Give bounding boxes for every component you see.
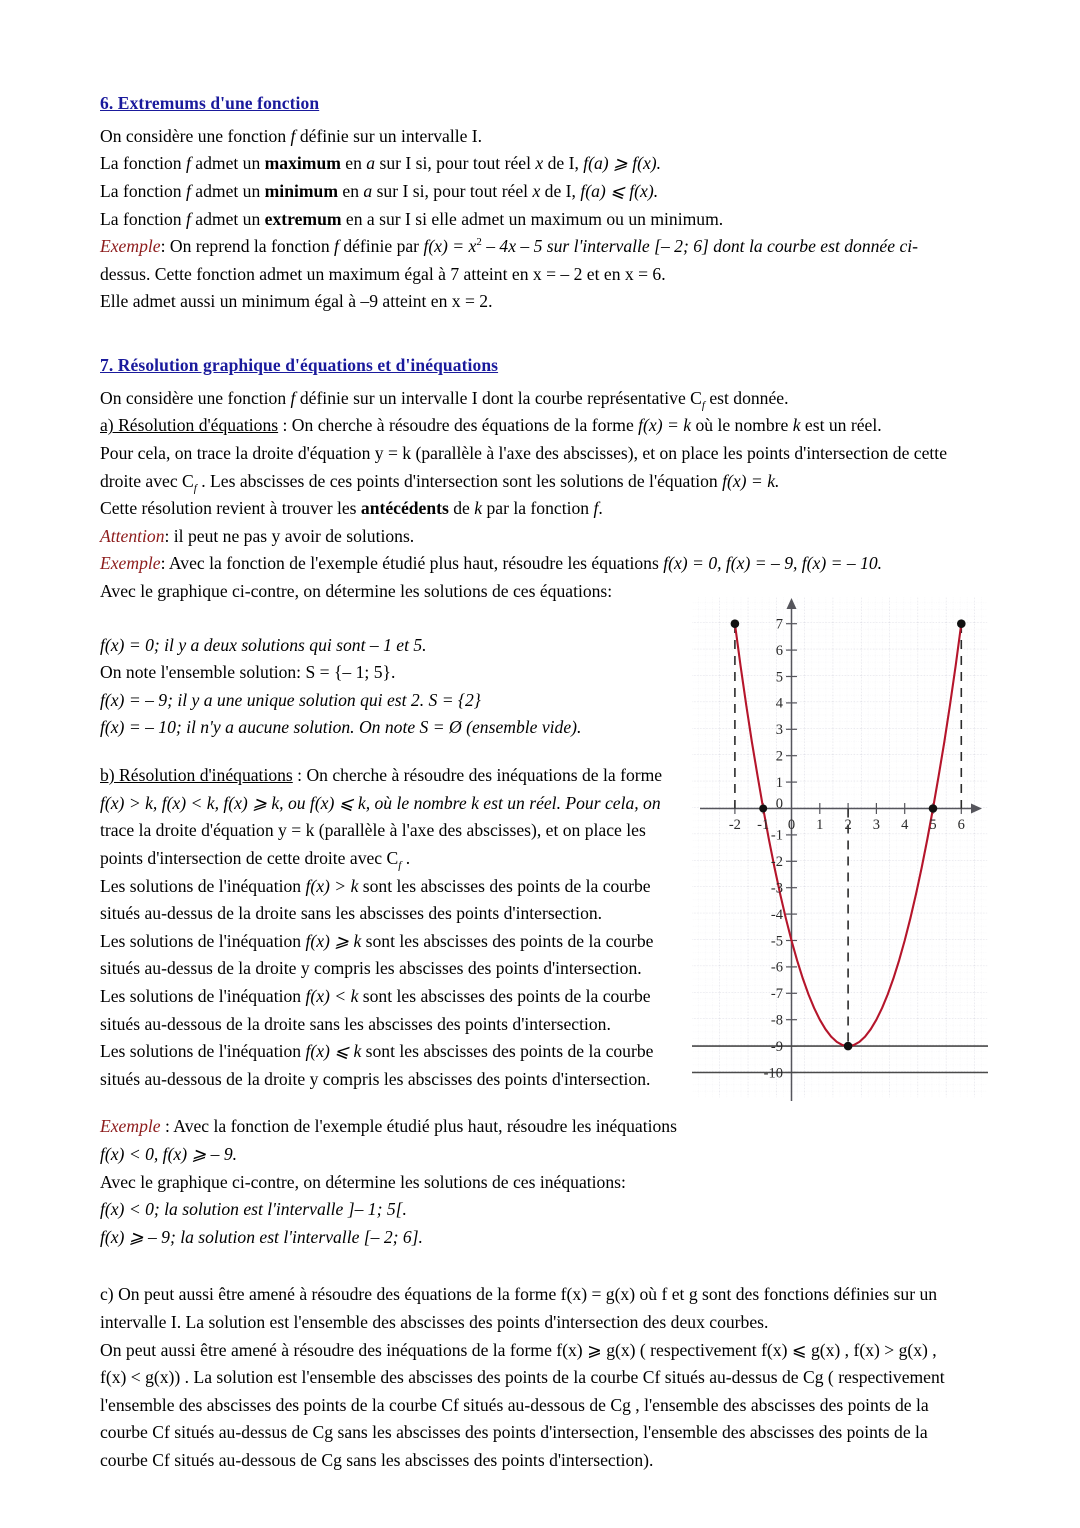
text-fragment: en	[337, 180, 364, 201]
text-fragment: .	[598, 498, 603, 519]
inequality-rule-2-line-1	[100, 928, 700, 956]
svg-text:-2: -2	[770, 853, 783, 870]
part-c-line-5: l'ensemble des abscisses des points de la courbe Cf situés au-dessous de Cg , l'ensemble des abscisses des points de la	[100, 1394, 929, 1415]
text-fragment: définie par	[338, 236, 424, 257]
svg-text:6: 6	[775, 642, 783, 659]
svg-text:4: 4	[901, 816, 909, 833]
variable-x: x	[532, 180, 541, 201]
keyword-maximum: maximum	[264, 153, 341, 174]
text-fragment: est donnée.	[704, 387, 789, 408]
section-7-part-a-line-3	[100, 468, 988, 496]
solution-line-3	[100, 687, 700, 715]
section-7-part-c	[100, 1281, 988, 1474]
expression: f(a) ⩽ f(x).	[580, 180, 659, 201]
solution-line-2: On note l'ensemble solution: S = {– 1; 5}.	[100, 662, 396, 683]
expression: f(a) ⩾ f(x).	[583, 153, 662, 174]
example-tag: Exemple	[100, 1116, 161, 1137]
text-fragment: est un réel.	[800, 415, 882, 436]
variable-k: k	[792, 415, 801, 436]
subscript-f: f	[701, 399, 705, 412]
variable-x: x	[535, 153, 544, 174]
expression: f(x) = 0, f(x) = – 9, f(x) = – 10.	[663, 553, 883, 574]
text-fragment: où le nombre	[691, 415, 793, 436]
text-fragment: de I,	[540, 180, 581, 201]
part-c-line-2: intervalle I. La solution est l'ensemble des abscisses des points d'intersection des deux courbes.	[100, 1312, 769, 1333]
text-fragment: sont les abscisses des points de la courbe	[361, 1041, 654, 1062]
section-6-line-1	[100, 123, 988, 151]
svg-text:5: 5	[775, 668, 783, 685]
text-fragment: sont les abscisses des points de la courbe	[361, 930, 654, 951]
svg-text:3: 3	[775, 721, 783, 738]
svg-text:-5: -5	[770, 932, 783, 949]
svg-text:7: 7	[775, 616, 783, 633]
svg-text:1: 1	[816, 816, 824, 833]
text-fragment: La fonction	[100, 153, 186, 174]
text-fragment: admet un	[190, 180, 265, 201]
solution-line-1	[100, 632, 700, 660]
example-b-line-4	[100, 1196, 700, 1224]
text-fragment: définie sur un intervalle I.	[295, 125, 483, 146]
svg-text:1: 1	[775, 774, 783, 791]
expression: f(x) < k	[305, 985, 359, 1006]
text-fragment: On considère une fonction	[100, 125, 291, 146]
example-b-line-3: Avec le graphique ci-contre, on détermine les solutions de ces inéquations:	[100, 1171, 626, 1192]
text-fragment: : Avec la fonction de l'exemple étudié plus haut, résoudre les inéquations	[160, 1116, 677, 1137]
expression: f(x) < 0, f(x) ⩾ – 9.	[100, 1144, 238, 1164]
variable-f: f	[593, 498, 599, 519]
variable-f: f	[290, 387, 296, 408]
text-and-graph-block	[100, 606, 988, 1252]
svg-text:2: 2	[775, 748, 783, 765]
keyword-antecedents: antécédents	[360, 498, 449, 519]
expression: f(x) = k	[638, 415, 692, 436]
expression: f(x) > k	[305, 875, 359, 896]
svg-text:5: 5	[929, 816, 937, 833]
solution-line-4	[100, 714, 700, 742]
subscript-f: f	[398, 859, 402, 872]
text-fragment: Les solutions de l'inéquation	[100, 930, 306, 951]
text-fragment: La fonction	[100, 208, 186, 229]
section-7-example-a	[100, 550, 988, 578]
variable-f: f	[185, 208, 191, 229]
svg-text:-6: -6	[770, 959, 783, 976]
section-7-part-b-line-1	[100, 762, 700, 790]
section-6-heading: 6. Extremums d'une fonction	[100, 93, 320, 113]
text-fragment: .	[401, 847, 411, 868]
text-fragment: : On cherche à résoudre des équations de la forme	[278, 415, 639, 436]
expression: f(x) = 0; il y a deux solutions qui sont – 1 et 5.	[100, 634, 427, 655]
text-fragment: : Avec la fonction de l'exemple étudié plus haut, résoudre les équations	[160, 553, 664, 574]
section-7-part-b-line-2	[100, 790, 700, 818]
parabola-graph-svg	[692, 596, 988, 1101]
expression: f(x) ⩾ k	[305, 930, 362, 951]
svg-text:2: 2	[844, 816, 852, 833]
section-7-intro	[100, 385, 988, 413]
svg-text:-8: -8	[770, 1012, 783, 1029]
expression: f(x) = – 9; il y a une unique solution qui est 2. S = {2}	[100, 689, 481, 710]
part-b-label: b) Résolution d'inéquations	[100, 765, 293, 786]
text-fragment: . Les abscisses de ces points d'intersection sont les solutions de l'équation	[196, 470, 723, 491]
part-c-line-1: c) On peut aussi être amené à résoudre des équations de la forme f(x) = g(x) où f et g sont des fonctions définies sur un	[100, 1284, 938, 1305]
subscript-f: f	[193, 482, 197, 495]
inequality-rule-2-line-2: situés au-dessus de la droite y compris les abscisses des points d'intersection.	[100, 958, 642, 979]
svg-text:-9: -9	[770, 1038, 783, 1055]
svg-text:4: 4	[775, 695, 783, 712]
expression: f(x) ⩾ – 9; la solution est l'intervalle [– 2; 6].	[100, 1226, 423, 1247]
inequality-rule-1-line-2: situés au-dessus de la droite sans les abscisses des points d'intersection.	[100, 903, 603, 924]
example-b-line-2	[100, 1141, 700, 1169]
text-fragment: de I,	[543, 153, 584, 174]
svg-text:-1: -1	[770, 827, 783, 844]
variable-f: f	[185, 153, 191, 174]
exponent: 2	[476, 236, 482, 249]
text-fragment: sont les abscisses des points de la courbe	[358, 875, 651, 896]
text-fragment: Cette résolution revient à trouver les	[100, 498, 361, 519]
svg-text:-10: -10	[763, 1064, 783, 1081]
text-fragment: sur I si, pour tout réel	[372, 180, 533, 201]
expression: f(x) = k.	[722, 470, 780, 491]
example-b-line-1	[100, 1113, 700, 1141]
inequality-rule-4-line-1	[100, 1038, 700, 1066]
text-fragment: droite avec C	[100, 470, 194, 491]
section-6-example	[100, 233, 988, 261]
left-text-column	[100, 606, 700, 1252]
text-fragment: On considère une fonction	[100, 387, 291, 408]
text-fragment: admet un	[190, 208, 265, 229]
part-c-line-4: f(x) < g(x)) . La solution est l'ensemble des abscisses des points de la courbe Cf situés au-dessus de Cg ( respectivement	[100, 1367, 945, 1388]
svg-text:3: 3	[872, 816, 881, 833]
section-7-attention	[100, 523, 988, 551]
attention-tag: Attention	[100, 525, 165, 546]
section-6-example-line-2: dessus. Cette fonction admet un maximum égal à 7 atteint en x = – 2 et en x = 6.	[100, 263, 666, 284]
variable-a: a	[363, 180, 373, 201]
text-fragment: points d'intersection de cette droite avec C	[100, 847, 399, 868]
text-fragment: Les solutions de l'inéquation	[100, 1041, 306, 1062]
text-fragment: sur I si, pour tout réel	[375, 153, 536, 174]
graph-x-tick-labels	[729, 817, 965, 833]
section-7-part-a-line-4	[100, 495, 988, 523]
expression: f(x) = – 10; il n'y a aucune solution. On note S = Ø (ensemble vide).	[100, 717, 582, 738]
keyword-minimum: minimum	[264, 180, 338, 201]
document-content	[100, 92, 988, 1475]
expression: f(x) = x	[423, 236, 477, 257]
part-c-line-6: courbe Cf situés au-dessus de Cg sans les abscisses des points d'intersection, l'ensemble des abscisses des points de la	[100, 1422, 928, 1443]
section-6-line-3	[100, 178, 988, 206]
part-a-label: a) Résolution d'équations	[100, 415, 279, 436]
inequality-rule-3-line-2: situés au-dessous de la droite sans les abscisses des points d'intersection.	[100, 1013, 611, 1034]
text-fragment: en	[340, 153, 367, 174]
inequality-rule-1-line-1	[100, 873, 700, 901]
text-fragment: : On reprend la fonction	[160, 236, 335, 257]
expression: f(x) < 0; la solution est l'intervalle ]– 1; 5[.	[100, 1199, 407, 1220]
section-7-part-a-line-2: Pour cela, on trace la droite d'équation y = k (parallèle à l'axe des abscisses), et on place les points d'intersection de cette	[100, 442, 947, 463]
svg-text:0: 0	[787, 816, 796, 833]
variable-f: f	[334, 236, 339, 257]
section-7-example-a-line-2: Avec le graphique ci-contre, on détermine les solutions de ces équations:	[100, 581, 613, 602]
svg-text:-4: -4	[770, 906, 783, 923]
svg-text:-1: -1	[757, 816, 770, 833]
part-c-line-7: courbe Cf situés au-dessous de Cg sans les abscisses des points d'intersection).	[100, 1450, 654, 1471]
inequality-rule-4-line-2: situés au-dessous de la droite y compris les abscisses des points d'intersection.	[100, 1068, 651, 1089]
text-fragment: définie sur un intervalle I dont la courbe représentative C	[295, 387, 702, 408]
section-6-example-line-3: Elle admet aussi un minimum égal à –9 atteint en x = 2.	[100, 291, 493, 312]
section-6-line-2	[100, 150, 988, 178]
text-fragment: Les solutions de l'inéquation	[100, 875, 306, 896]
svg-text:-3: -3	[770, 880, 783, 897]
section-7-part-a-line-1	[100, 412, 988, 440]
text-fragment: : On cherche à résoudre des inéquations de la forme	[292, 765, 663, 786]
example-tag: Exemple	[100, 236, 161, 257]
section-6-line-4	[100, 206, 988, 234]
svg-text:0: 0	[775, 795, 783, 812]
text-fragment: : il peut ne pas y avoir de solutions.	[164, 525, 415, 546]
example-tag: Exemple	[100, 553, 161, 574]
text-fragment: sont les abscisses des points de la courbe	[358, 985, 651, 1006]
text-fragment: Les solutions de l'inéquation	[100, 985, 306, 1006]
part-c-line-3: On peut aussi être amené à résoudre des inéquations de la forme f(x) ⩾ g(x) ( respectivement f(x) ⩽ g(x) , f(x) > g(x) ,	[100, 1339, 937, 1360]
section-7-part-b-line-4	[100, 845, 700, 873]
section-7-part-b-line-3: trace la droite d'équation y = k (parallèle à l'axe des abscisses), et on place les	[100, 820, 646, 841]
variable-a: a	[366, 153, 376, 174]
keyword-extremum: extremum	[264, 208, 342, 229]
svg-text:-2: -2	[728, 816, 741, 833]
example-b-line-5	[100, 1224, 700, 1252]
variable-f: f	[185, 180, 191, 201]
section-7-heading: 7. Résolution graphique d'équations et d'inéquations	[100, 355, 499, 376]
text-fragment: – 4x – 5 sur l'intervalle [– 2; 6] dont la courbe est donnée ci-	[481, 236, 918, 257]
expression: f(x) > k, f(x) < k, f(x) ⩾ k, ou f(x) ⩽ k, où le nombre k est un réel. Pour cela, on	[100, 792, 661, 813]
variable-k: k	[474, 498, 483, 519]
text-fragment: de	[448, 498, 475, 519]
text-fragment: La fonction	[100, 180, 186, 201]
variable-f: f	[290, 125, 296, 146]
svg-text:6: 6	[957, 816, 965, 833]
graph-grid	[692, 597, 987, 1097]
inequality-rule-3-line-1	[100, 983, 700, 1011]
text-fragment: par la fonction	[482, 498, 594, 519]
expression: f(x) ⩽ k	[305, 1041, 362, 1062]
text-fragment: en a sur I si elle admet un maximum ou un minimum.	[341, 208, 724, 229]
svg-text:-7: -7	[770, 985, 783, 1002]
text-fragment: admet un	[190, 153, 265, 174]
graph-figure	[692, 596, 988, 1101]
